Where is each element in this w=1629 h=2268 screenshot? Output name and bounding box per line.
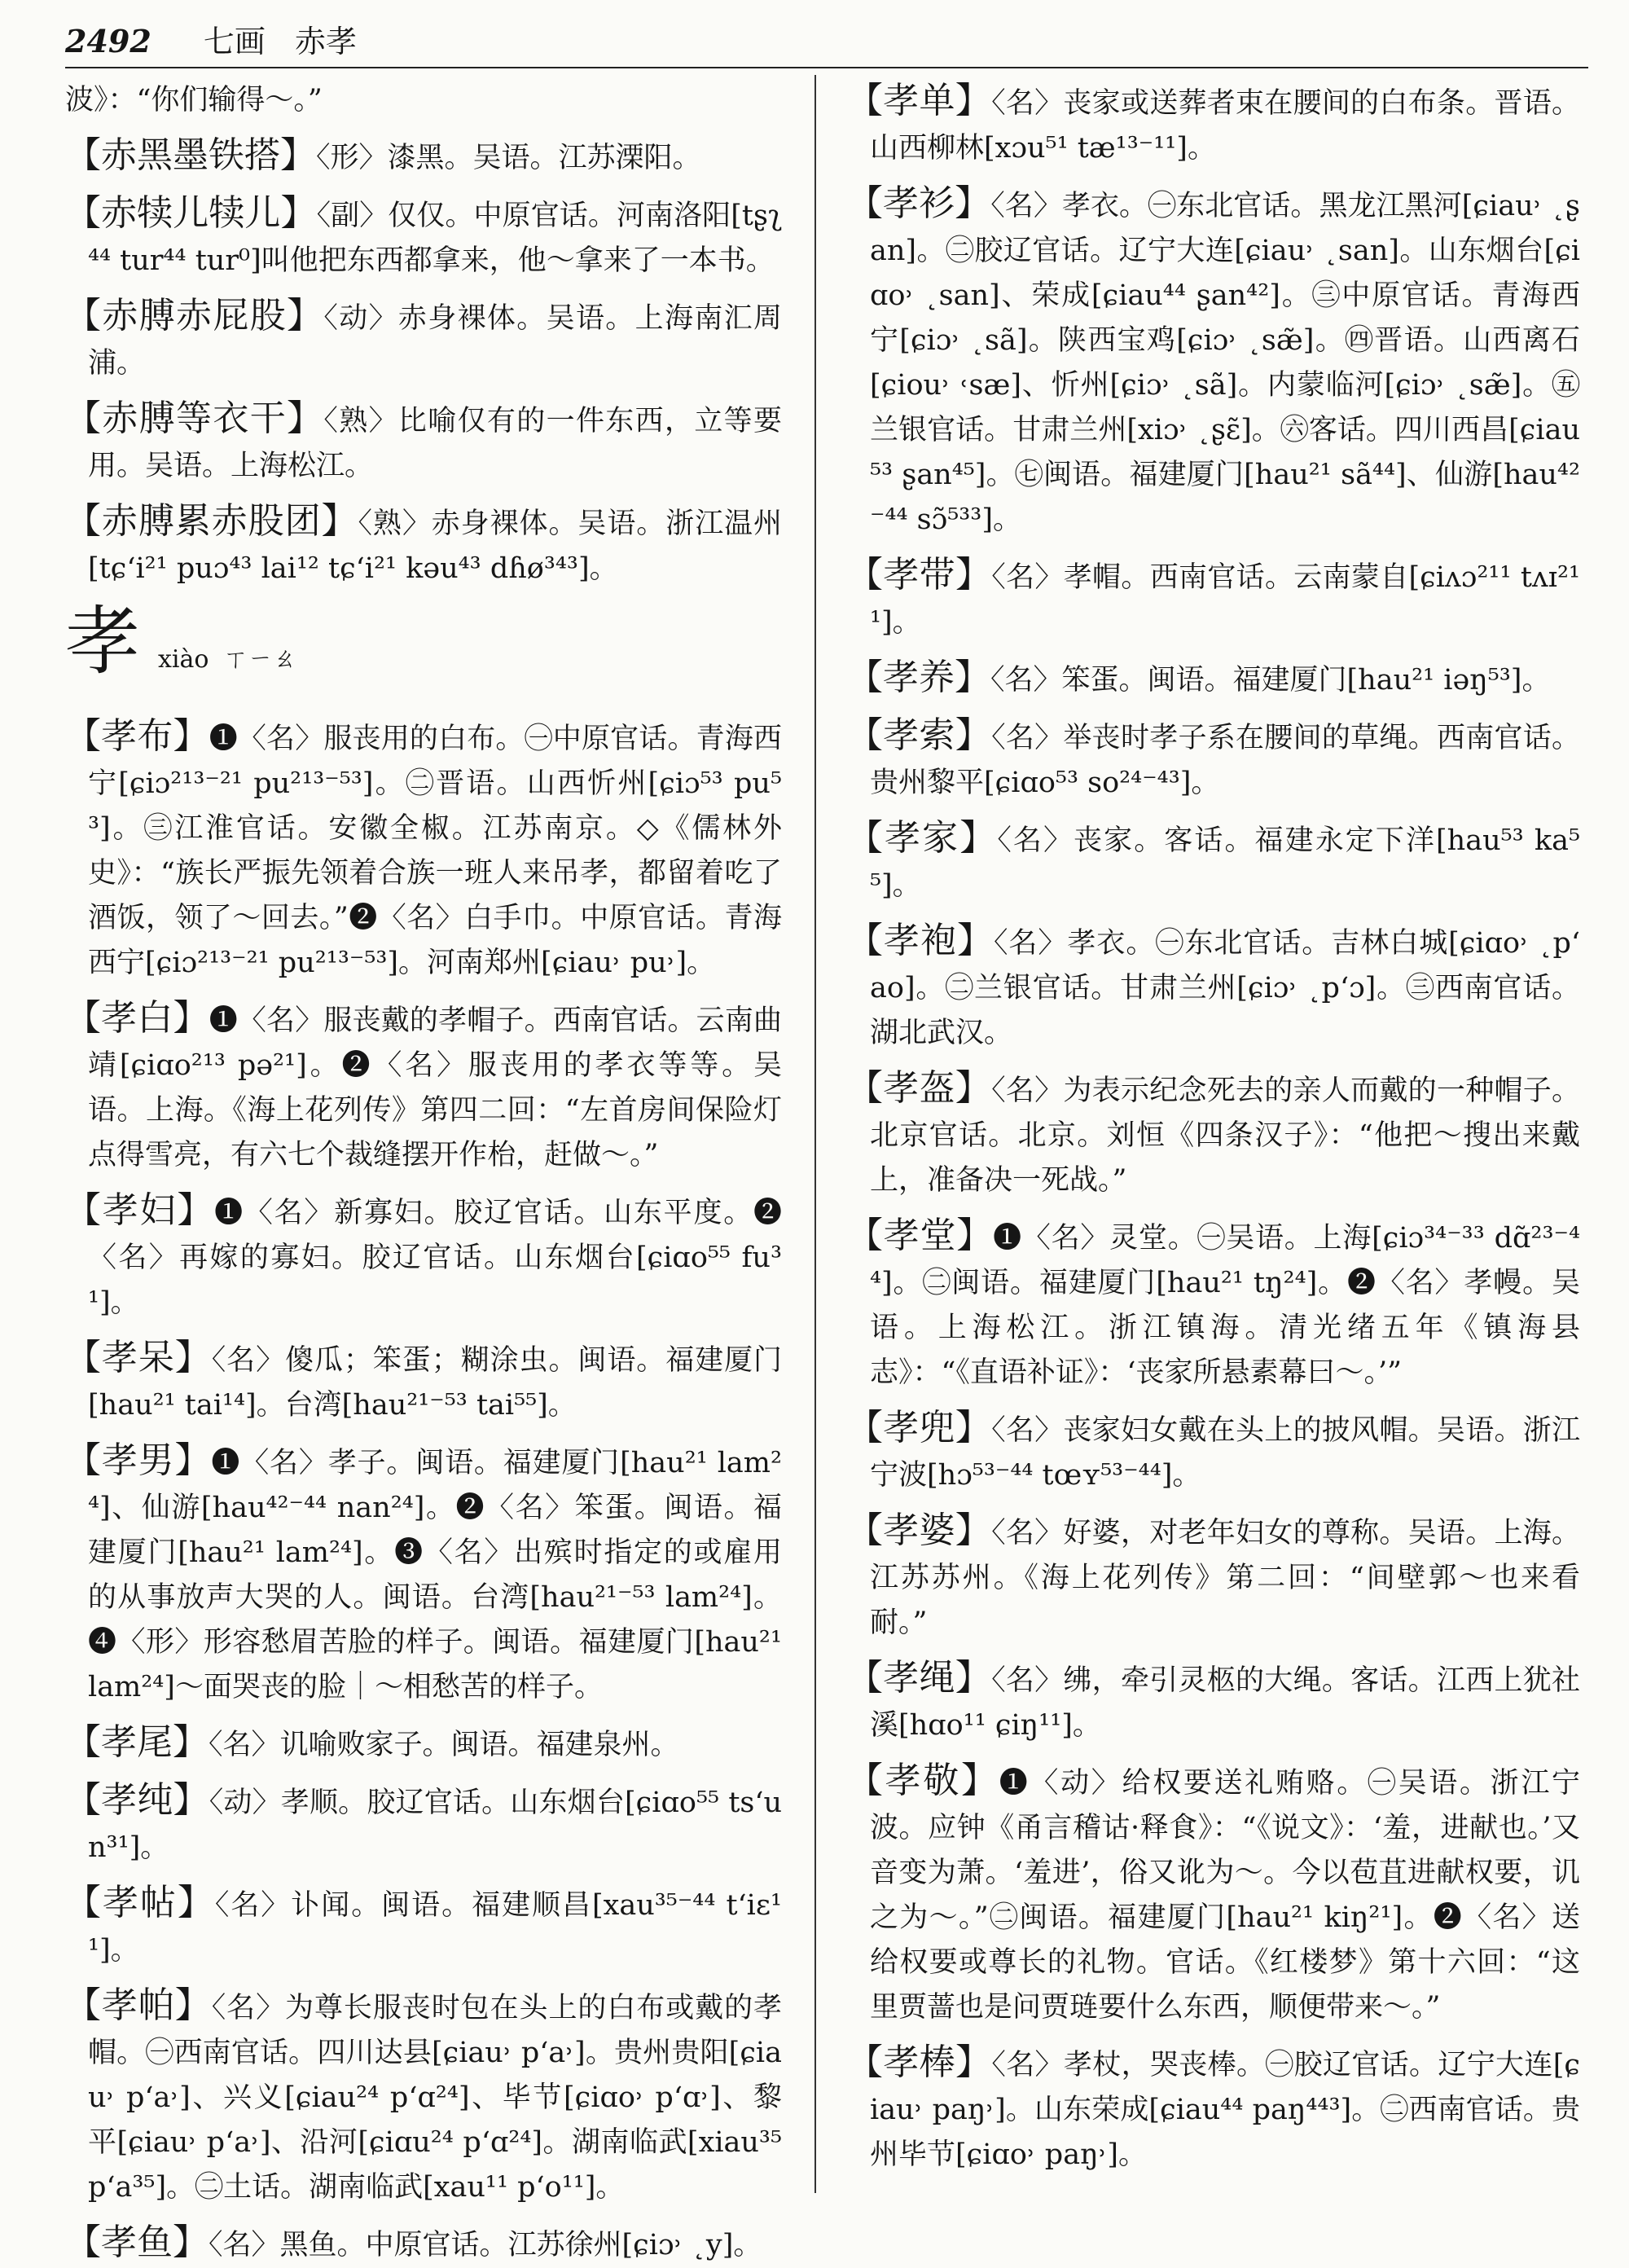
- entry-definition: 〈名〉举丧时孝子系在腰间的草绳。西南官话。贵州黎平[ɕiɑo⁵³ so²⁴⁻⁴³]。: [870, 722, 1580, 799]
- dictionary-entry: [65, 78, 782, 123]
- left-column: [65, 78, 783, 2263]
- entry-definition: ❶〈名〉新寡妇。胶辽官话。山东平度。❷〈名〉再嫁的寡妇。胶辽官话。山东烟台[ɕiɑo⁵⁵ fu³¹]。: [88, 1197, 782, 1319]
- entry-definition: 〈名〉好婆，对老年妇女的尊称。吴语。上海。江苏苏州。《海上花列传》第二回：“间壁郭～也来看耐。”: [870, 1517, 1580, 1639]
- entry-definition: ❶〈动〉给权要送礼贿赂。㊀吴语。浙江宁波。应钟《甬言稽诂·释食》：“《说文》：‘羞，进献也。’又音变为萧。‘羞进’，俗又讹为～。今以苞苴进献权要，讥之为～。”㊁闽语。福建厦门[hau²¹ kiŋ²¹]。❷〈名〉送给权要或尊长的礼物。官话。《红楼梦》第十六回：“这里贾蔷也是问贾琏要什么东西，顺便带来～。”: [870, 1767, 1580, 2024]
- entry-headword: 【孝尾】: [65, 1721, 209, 1763]
- entry-headword: 【孝家】: [847, 817, 998, 859]
- dictionary-entry: [847, 2040, 1580, 2178]
- entry-definition: 〈名〉傻瓜；笨蛋；糊涂虫。闽语。福建厦门[hau²¹ tai¹⁴]。台湾[hau²¹⁻⁵³ tai⁵⁵]。: [88, 1344, 782, 1422]
- dictionary-entry: [847, 918, 1580, 1056]
- entry-definition: 〈名〉丧家。客话。福建永定下洋[hau⁵³ ka⁵⁵]。: [870, 824, 1581, 902]
- section-label: 七画: [203, 24, 266, 59]
- entry-headword: 【赤黑墨铁搭】: [65, 134, 316, 176]
- entry-definition: 〈熟〉赤身裸体。吴语。浙江温州[tɕʻi²¹ puɔ⁴³ lai¹² tɕʻi²¹ kəu⁴³ dɦø³⁴³]。: [88, 508, 782, 585]
- dictionary-entry: [65, 714, 782, 986]
- main-headword-char: 孝: [65, 598, 141, 685]
- entry-definition: 〈名〉笨蛋。闽语。福建厦门[hau²¹ iəŋ⁵³]。: [990, 664, 1551, 697]
- entry-definition: 〈名〉绋，牵引灵柩的大绳。客话。江西上犹社溪[hɑo¹¹ ɕiŋ¹¹]。: [870, 1664, 1580, 1742]
- dictionary-entry: [847, 655, 1580, 703]
- entry-definition: 〈动〉赤身裸体。吴语。上海南汇周浦。: [88, 302, 782, 380]
- dictionary-entry: [847, 1655, 1580, 1748]
- entry-definition: 〈名〉孝衣。㊀东北官话。吉林白城[ɕiɑo˒ ˛pʻao]。㊁兰银官话。甘肃兰州[ɕiɔ˒ ˛pʻɔ]。㊂西南官话。湖北武汉。: [870, 927, 1580, 1049]
- dictionary-entry: [847, 1213, 1580, 1396]
- dictionary-entry: [65, 996, 782, 1178]
- entry-definition: ❶〈名〉孝子。闽语。福建厦门[hau²¹ lam²⁴]、仙游[hau⁴²⁻⁴⁴ nan²⁴]。❷〈名〉笨蛋。闽语。福建厦门[hau²¹ lam²⁴]。❸〈名〉出殡时指定的或雇用的从事放声大哭的人。闽语。台湾[hau²¹⁻⁵³ lam²⁴]。❹〈形〉形容愁眉苦脸的样子。闽语。福建厦门[hau²¹ lam²⁴]～面哭丧的脸｜～相愁苦的样子。: [88, 1447, 783, 1703]
- dictionary-entry: [847, 552, 1580, 645]
- dictionary-entry: [847, 1066, 1580, 1203]
- entry-headword: 【孝堂】: [847, 1215, 994, 1256]
- dictionary-entry: [65, 1720, 782, 1768]
- entry-headword: 【孝带】: [847, 554, 992, 596]
- main-headword-pinyin: xiào: [158, 645, 209, 674]
- entry-headword: 【孝布】: [65, 715, 209, 757]
- entry-definition: ❶〈名〉灵堂。㊀吴语。上海[ɕiɔ³⁴⁻³³ dɑ̃²³⁻⁴⁴]。㊁闽语。福建厦门[hau²¹ tŋ²⁴]。❷〈名〉孝幔。吴语。上海松江。浙江镇海。清光绪五年《镇海县志》：“《直语补证》：‘丧家所悬素幕曰～。’”: [870, 1222, 1580, 1389]
- entry-definition: 〈动〉孝顺。胶辽官话。山东烟台[ɕiɑo⁵⁵ tsʻun³¹]。: [88, 1787, 783, 1864]
- dictionary-entry: [65, 499, 782, 591]
- entry-definition: 〈名〉讣闻。闽语。福建顺昌[xau³⁵⁻⁴⁴ tʻiɛ¹¹]。: [88, 1889, 782, 1967]
- dictionary-entry: [65, 191, 782, 284]
- entry-definition: 〈形〉漆黑。吴语。江苏溧阳。: [316, 142, 701, 174]
- entry-definition: ❶〈名〉服丧戴的孝帽子。西南官话。云南曲靖[ɕiɑo²¹³ pə²¹]。❷〈名〉服丧用的孝衣等等。吴语。上海。《海上花列传》第四二回：“左首房间保险灯点得雪亮，有六七个裁缝摆开作枱，赶做～。”: [88, 1004, 782, 1171]
- entry-headword: 【孝兜】: [847, 1407, 992, 1448]
- dictionary-entry: [65, 1188, 782, 1325]
- entry-definition: 〈名〉为尊长服丧时包在头上的白布或戴的孝帽。㊀西南官话。四川达县[ɕiau˒ pʻa˒]。贵州贵阳[ɕiau˒ pʻa˒]、兴义[ɕiau²⁴ pʻɑ²⁴]、毕节[ɕiɑo˒ pʻɑ˒]、黎平[ɕiau˒ pʻa˒]、沿河[ɕiɑu²⁴ pʻɑ²⁴]。湖南临武[xiau³⁵ pʻa³⁵]。㊁土话。湖南临武[xau¹¹ pʻo¹¹]。: [88, 1992, 782, 2204]
- dictionary-entry: [847, 181, 1580, 543]
- entry-headword: 【孝白】: [65, 997, 209, 1039]
- entry-headword: 【孝养】: [847, 657, 990, 698]
- entry-headword: 【赤犊儿犊儿】: [65, 192, 317, 234]
- header-keyword: 赤孝: [294, 24, 357, 59]
- entry-headword: 【孝敬】: [847, 1760, 999, 1801]
- entry-list-xiao-right: [847, 78, 1580, 2178]
- entry-definition: 〈名〉孝帽。西南官话。云南蒙自[ɕiʌɔ²¹¹ tʌɪ²¹¹]。: [870, 561, 1581, 639]
- entry-definition: 〈名〉讥喻败家子。闽语。福建泉州。: [209, 1729, 679, 1761]
- entry-headword: 【赤膊累赤股团】: [65, 500, 358, 542]
- main-headword-zhuyin: ㄒㄧㄠ: [223, 645, 297, 674]
- dictionary-entry: [65, 1778, 782, 1870]
- dictionary-entry: [847, 1508, 1580, 1646]
- entry-headword: 【孝衫】: [847, 182, 991, 224]
- right-column: [847, 78, 1580, 2188]
- entry-definition: 〈名〉丧家或送葬者束在腰间的白布条。晋语。山西柳林[xɔu⁵¹ tæ¹³⁻¹¹]。: [870, 87, 1580, 165]
- dictionary-entry: [847, 78, 1580, 171]
- dictionary-entry: [847, 1758, 1580, 2030]
- entry-definition: ❶〈名〉服丧用的白布。㊀中原官话。青海西宁[ɕiɔ²¹³⁻²¹ pu²¹³⁻⁵³]。㊁晋语。山西忻州[ɕiɔ⁵³ pu⁵³]。㊂江淮官话。安徽全椒。江苏南京。◇《儒林外史》：“族长严振先领着合族一班人来吊孝，都留着吃了酒饭，领了～回去。”❷〈名〉白手巾。中原官话。青海西宁[ɕiɔ²¹³⁻²¹ pu²¹³⁻⁵³]。河南郑州[ɕiau˒ pu˒]。: [88, 723, 782, 979]
- entry-headword: 【孝纯】: [65, 1779, 209, 1821]
- entry-definition: 波》：“你们输得～。”: [65, 84, 323, 116]
- dictionary-entry: [65, 2220, 782, 2268]
- entry-headword: 【孝盔】: [847, 1067, 992, 1109]
- column-divider: [814, 75, 816, 2193]
- entry-headword: 【孝妇】: [65, 1189, 215, 1231]
- entry-definition: 〈熟〉比喻仅有的一件东西，立等要用。吴语。上海松江。: [88, 405, 782, 482]
- entry-list-chi: [65, 78, 782, 591]
- entry-headword: 【赤膊赤屁股】: [65, 295, 324, 336]
- main-headword: [65, 598, 782, 701]
- dictionary-entry: [65, 1880, 782, 1973]
- entry-headword: 【孝帖】: [65, 1882, 215, 1923]
- page-number: 2492: [65, 23, 151, 59]
- dictionary-entry: [65, 396, 782, 489]
- entry-headword: 【孝男】: [65, 1439, 212, 1481]
- entry-definition: 〈名〉孝衣。㊀东北官话。黑龙江黑河[ɕiau˒ ˛ʂan]。㊁胶辽官话。辽宁大连[ɕiau˒ ˛san]。山东烟台[ɕiɑo˒ ˛san]、荣成[ɕiau⁴⁴ ʂan⁴²]。㊂中原官话。青海西宁[ɕiɔ˒ ˛sã]。陕西宝鸡[ɕiɔ˒ ˛sæ̃]。㊃晋语。山西离石[ɕiou˒ ˓sæ]、忻州[ɕiɔ˒ ˛sã]。内蒙临河[ɕiɔ˒ ˛sæ̃]。㊄兰银官话。甘肃兰州[xiɔ˒ ˛ʂɛ̃]。㊅客话。四川西昌[ɕiau⁵³ ʂan⁴⁵]。㊆闽语。福建厦门[hau²¹ sã⁴⁴]、仙游[hau⁴²⁻⁴⁴ sɔ̃⁵³³]。: [870, 190, 1581, 536]
- entry-headword: 【孝袍】: [847, 920, 994, 961]
- dictionary-entry: [847, 1405, 1580, 1498]
- dictionary-entry: [847, 815, 1580, 908]
- dictionary-entry: [65, 1983, 782, 2210]
- dictionary-entry: [847, 713, 1580, 806]
- dictionary-entry: [65, 293, 782, 386]
- entry-headword: 【孝婆】: [847, 1510, 992, 1551]
- entry-definition: 〈名〉黑鱼。中原官话。江苏徐州[ɕiɔ˒ ˛y]。: [209, 2229, 762, 2261]
- entry-headword: 【孝索】: [847, 714, 992, 756]
- dictionary-entry: [65, 133, 782, 181]
- entry-definition: 〈名〉孝杖，哭丧棒。㊀胶辽官话。辽宁大连[ɕiau˒ paŋ˒]。山东荣成[ɕiau⁴⁴ paŋ⁴⁴³]。㊁西南官话。贵州毕节[ɕiɑo˒ paŋ˒]。: [870, 2049, 1580, 2171]
- entry-definition: 〈副〉仅仅。中原官话。河南洛阳[tʂʅ⁴⁴ tur⁴⁴ tur⁰]叫他把东西都拿来，他～拿来了一本书。: [88, 200, 782, 277]
- dictionary-entry: [65, 1335, 782, 1428]
- entry-headword: 【孝单】: [847, 80, 992, 121]
- entry-definition: 〈名〉丧家妇女戴在头上的披风帽。吴语。浙江宁波[hɔ⁵³⁻⁴⁴ tœʏ⁵³⁻⁴⁴]。: [870, 1414, 1580, 1492]
- entry-headword: 【孝绳】: [847, 1657, 992, 1699]
- entry-headword: 【孝棒】: [847, 2042, 992, 2083]
- entry-headword: 【赤膊等衣干】: [65, 398, 324, 439]
- entry-headword: 【孝帕】: [65, 1984, 212, 2026]
- entry-definition: 〈名〉为表示纪念死去的亲人而戴的一种帽子。北京官话。北京。刘恒《四条汉子》：“他把～搜出来戴上，准备决一死战。”: [870, 1075, 1580, 1197]
- page-header: [65, 21, 1588, 62]
- entry-headword: 【孝呆】: [65, 1337, 212, 1378]
- entry-list-xiao-left: [65, 714, 782, 2268]
- dictionary-entry: [65, 1438, 782, 1710]
- entry-headword: 【孝鱼】: [65, 2222, 209, 2263]
- header-rule: [65, 67, 1588, 68]
